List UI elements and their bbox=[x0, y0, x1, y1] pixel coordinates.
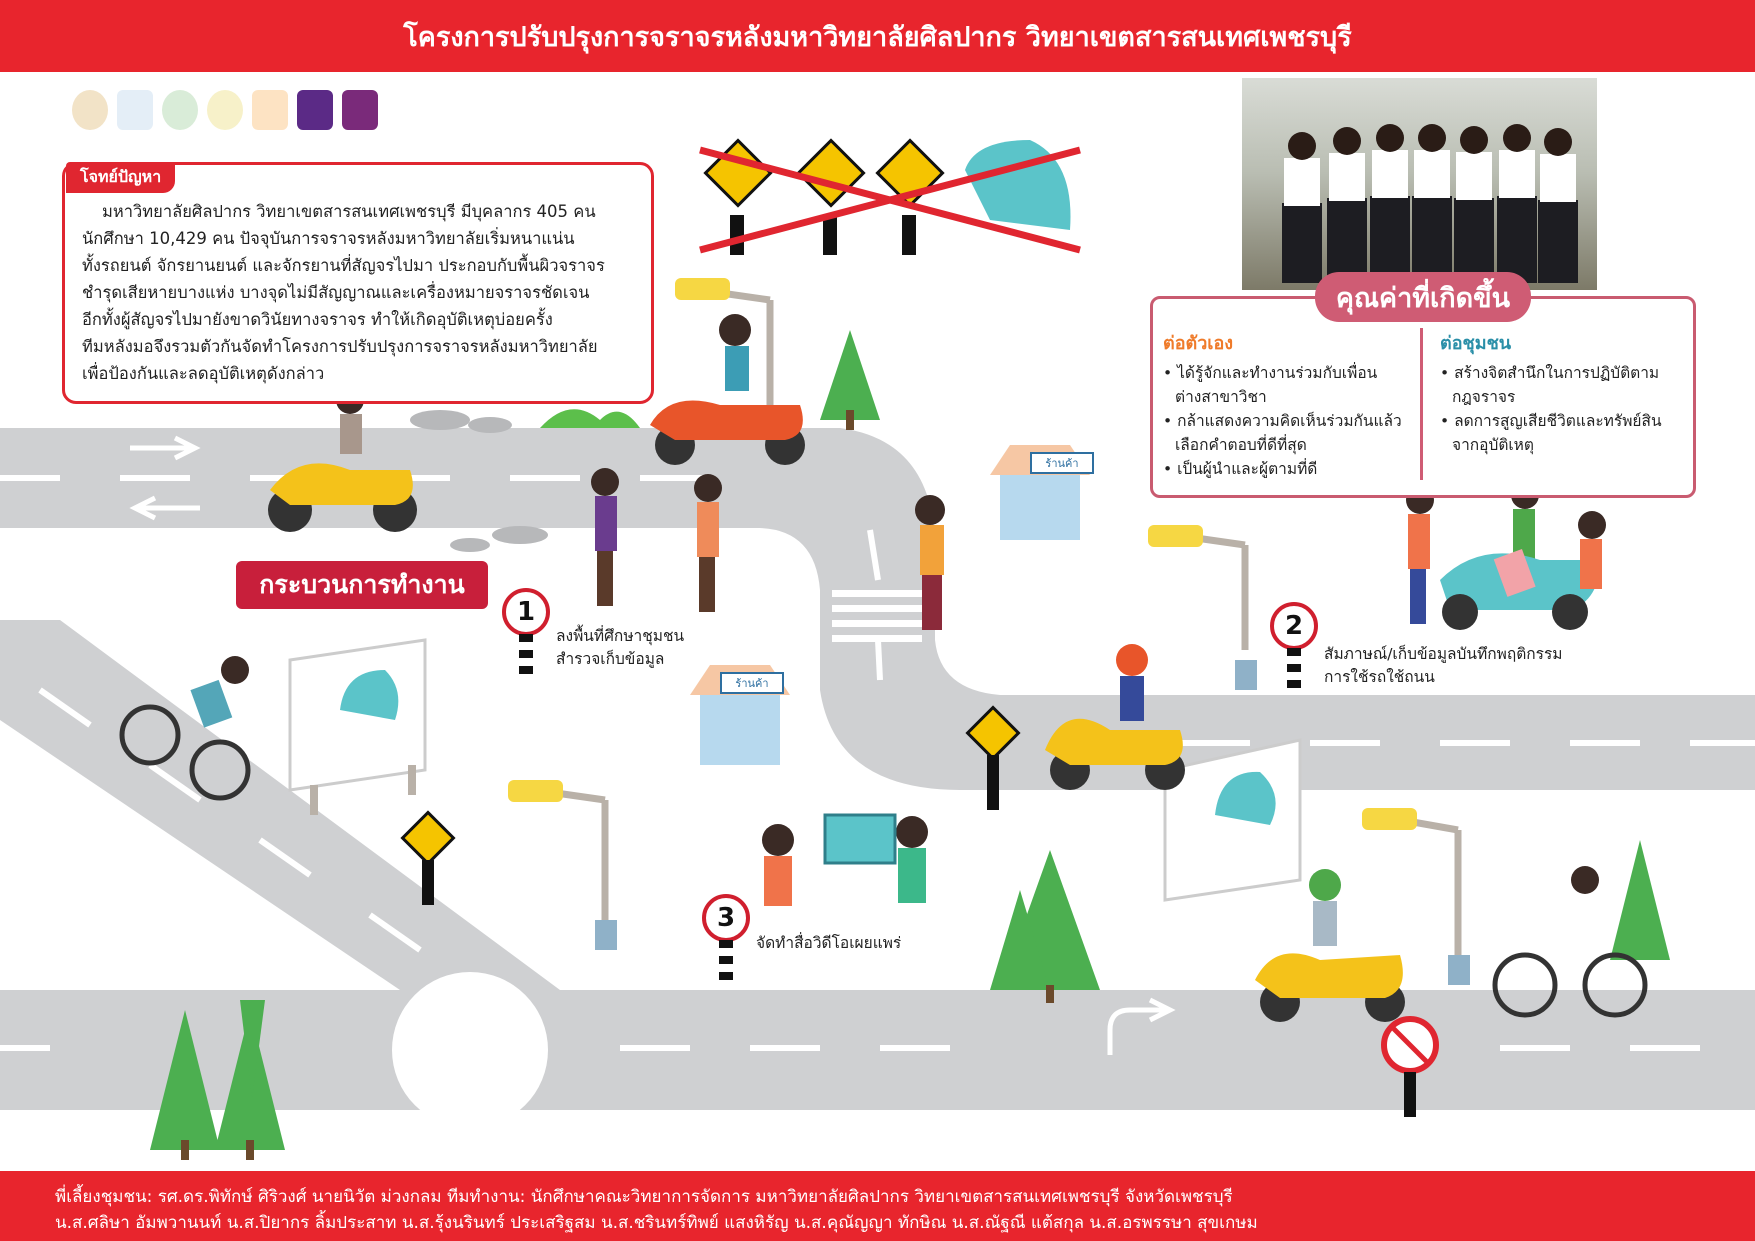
values-community bbox=[1440, 328, 1685, 457]
step-1-post bbox=[519, 634, 533, 674]
problem-line: ทีมหลังมอจึงรวมตัวกันจัดทำโครงการปรับปรุงการจราจรหลังมหาวิทยาลัย bbox=[82, 337, 598, 356]
tree-icon bbox=[820, 330, 880, 430]
active-citizen-logo bbox=[72, 90, 108, 130]
values-community-item: จากอุบัติเหตุ bbox=[1452, 436, 1534, 454]
scb-logo bbox=[297, 90, 333, 130]
values-community-item: กฎจราจร bbox=[1452, 388, 1516, 406]
step-2-text: สัมภาษณ์/เก็บข้อมูลบันทึกพฤติกรรม การใช้รถใช้ถนน bbox=[1324, 645, 1563, 686]
step-2-badge: 2 bbox=[1270, 602, 1318, 650]
team-photo bbox=[1242, 78, 1597, 290]
thaihealth-logo bbox=[252, 90, 288, 130]
values-self-heading: ต่อตัวเอง bbox=[1163, 333, 1234, 354]
problem-line: เพื่อป้องกันและลดอุบัติเหตุดังกล่าว bbox=[82, 364, 325, 383]
problem-line: นักศึกษา 10,429 คน ปัจจุบันการจราจรหลังมหาวิทยาลัยเริ่มหนาแน่น bbox=[82, 229, 575, 248]
shop-sign: ร้านค้า bbox=[1030, 452, 1094, 474]
credits-footer bbox=[0, 1171, 1755, 1241]
step-3-badge: 3 bbox=[702, 894, 750, 942]
values-community-item: • ลดการสูญเสียชีวิตและทรัพย์สิน bbox=[1440, 412, 1662, 430]
university-logo bbox=[117, 90, 153, 130]
values-self-item: • ได้รู้จักและทำงานร่วมกับเพื่อน bbox=[1163, 364, 1378, 382]
credits-line-1: พี่เลี้ยงชุมชน: รศ.ดร.พิทักษ์ ศิริวงศ์ นายนิวัต ม่วงกลม ทีมทำงาน: นักศึกษาคณะวิทยาการจัดการ มหาวิทยาลัยศิลปากร วิทยาเขตสารสนเทศเพชรบุรี จังหวัดเพชรบุรี bbox=[55, 1187, 1233, 1207]
step-1-text: ลงพื้นที่ศึกษาชุมชน สำรวจเก็บข้อมูล bbox=[556, 627, 685, 668]
process-title: กระบวนการทำงาน bbox=[236, 561, 488, 609]
values-self bbox=[1163, 328, 1413, 481]
problem-text bbox=[82, 198, 638, 387]
step-2-post bbox=[1287, 648, 1301, 690]
billboard-icon bbox=[290, 640, 425, 815]
values-title: คุณค่าที่เกิดขึ้น bbox=[1315, 272, 1531, 322]
problem-line: ชำรุดเสียหายบางแห่ง บางจุดไม่มีสัญญาณและเครื่องหมายจราจรชัดเจน bbox=[82, 283, 590, 302]
step-3-text: จัดทำสื่อวิดีโอเผยแพร่ bbox=[756, 934, 902, 952]
page-title: โครงการปรับปรุงการจราจรหลังมหาวิทยาลัยศิลปากร วิทยาเขตสารสนเทศเพชรบุรี bbox=[0, 0, 1755, 72]
problem-tag: โจทย์ปัญหา bbox=[66, 162, 175, 193]
diagonal-road bbox=[0, 620, 560, 990]
values-self-item: • เป็นผู้นำและผู้ตามที่ดี bbox=[1163, 460, 1318, 478]
thailand-active-citizen-logo bbox=[207, 90, 243, 130]
roundabout bbox=[392, 972, 548, 1128]
values-self-item: ต่างสาขาวิชา bbox=[1175, 388, 1267, 406]
siam-kammajl-logo bbox=[342, 90, 378, 130]
step-3-post bbox=[719, 940, 733, 982]
problem-line: มหาวิทยาลัยศิลปากร วิทยาเขตสารสนเทศเพชรบุรี มีบุคลากร 405 คน bbox=[102, 202, 596, 221]
values-self-item: เลือกคำตอบที่ดีที่สุด bbox=[1175, 436, 1307, 454]
step-1-badge: 1 bbox=[502, 588, 550, 636]
problem-line: ทั้งรถยนต์ จักรยานยนต์ และจักรยานที่สัญจรไปมา ประกอบกับพื้นผิวจราจร bbox=[82, 256, 605, 275]
values-divider bbox=[1420, 328, 1423, 480]
faculty-logo bbox=[162, 90, 198, 130]
no-signs-graphic bbox=[700, 140, 1080, 255]
values-community-item: • สร้างจิตสำนึกในการปฏิบัติตาม bbox=[1440, 364, 1660, 382]
shop-sign: ร้านค้า bbox=[720, 672, 784, 694]
sponsor-logos bbox=[72, 90, 378, 130]
credits-line-2: น.ส.ศลิษา อัมพวานนท์ น.ส.ปิยากร ลิ้มประสาท น.ส.รุ้งนรินทร์ ประเสริฐสม น.ส.ชรินทร์ทิพย์ แสงหิรัญ น.ส.คุณัญญา ทักษิณ น.ส.ณัฐณี แต้สกุล น.ส.อรพรรษา สุขเกษม bbox=[55, 1213, 1258, 1233]
problem-line: อีกทั้งผู้สัญจรไปมายังขาดวินัยทางจราจร ทำให้เกิดอุบัติเหตุบ่อยครั้ง bbox=[82, 310, 553, 329]
values-community-heading: ต่อชุมชน bbox=[1440, 333, 1512, 354]
values-self-item: • กล้าแสดงความคิดเห็นร่วมกันแล้ว bbox=[1163, 412, 1402, 430]
